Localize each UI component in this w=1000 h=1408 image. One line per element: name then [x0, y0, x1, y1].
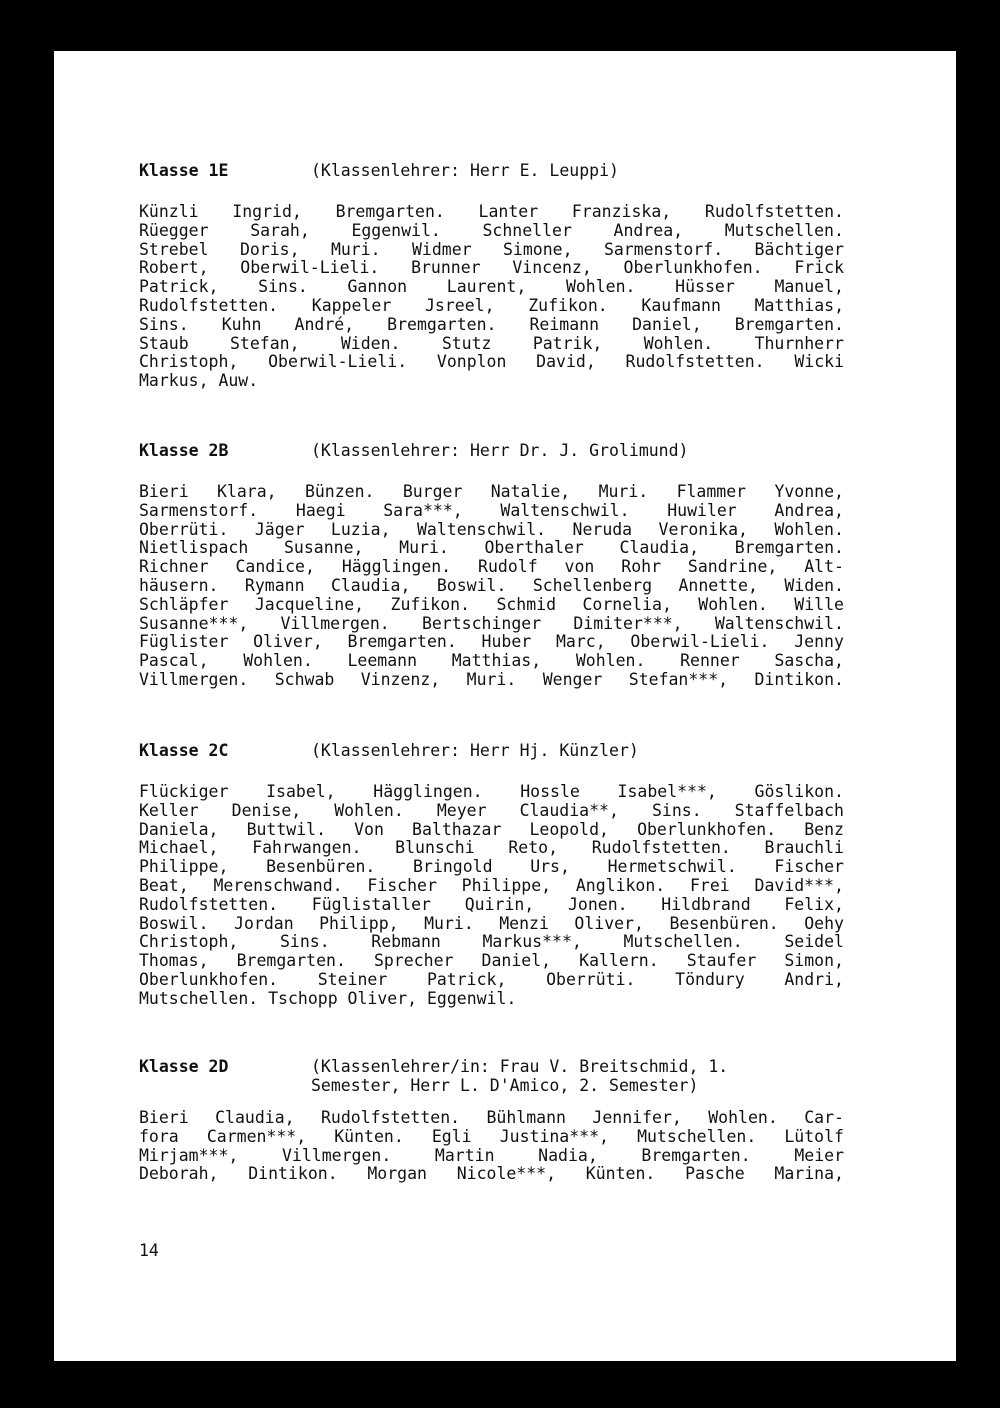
word: Eggenwil.: [351, 220, 441, 240]
word: Pascal,: [139, 651, 209, 671]
word: Doris,: [239, 239, 300, 259]
word: Rohr: [621, 557, 662, 577]
word: Bremgarten.: [641, 1145, 751, 1165]
word: Sara***,: [383, 500, 463, 520]
word: Philippe,: [139, 857, 229, 877]
word: Kaufmann: [641, 295, 721, 315]
word: Dintikon.: [754, 669, 844, 689]
word: Wohlen.: [575, 651, 646, 671]
word: Hüsser: [675, 277, 735, 297]
word: André,: [294, 314, 355, 334]
word: Zufikon.: [528, 295, 608, 315]
word: Jennifer,: [592, 1108, 682, 1127]
word: Egli: [431, 1126, 472, 1146]
student-list-line: [139, 952, 844, 971]
word: Anglikon.: [575, 875, 666, 895]
word: Markus***,: [482, 932, 582, 952]
student-list-line: [139, 502, 844, 521]
student-list-line: [139, 521, 844, 540]
word: Rudolf: [478, 557, 538, 577]
word: Mutschellen.: [724, 220, 844, 240]
word: Franziska,: [571, 202, 672, 221]
word: Rudolfstetten.: [321, 1108, 461, 1127]
word: Fischer: [367, 875, 437, 895]
word: Candice,: [235, 557, 315, 577]
word: Wohlen.: [643, 333, 714, 353]
student-list-line: [139, 259, 844, 278]
student-list: [139, 783, 844, 1009]
word: Füglister: [139, 632, 229, 652]
student-list-line: [139, 1165, 844, 1184]
word: Oberlunkhofen.: [623, 258, 763, 278]
word: Felix,: [784, 894, 844, 914]
word: Zufikon.: [390, 594, 471, 614]
word: Andrea,: [774, 500, 844, 520]
student-list-line: [139, 671, 844, 690]
word: Wohlen.: [565, 277, 636, 297]
word: Natalie,: [490, 482, 571, 501]
word: Oberwil-Lieli.: [268, 352, 408, 372]
word: Oberlunkhofen.: [139, 969, 279, 989]
word: Oberwil-Lieli.: [240, 258, 380, 278]
word: Bünzen.: [304, 482, 375, 501]
word: Mutschellen.: [637, 1126, 757, 1146]
word: Oberlunkhofen.: [637, 819, 777, 839]
word: fora: [139, 1126, 179, 1146]
word: Luzia,: [330, 519, 391, 539]
word: Besenbüren.: [266, 857, 376, 877]
word: Boswil.: [139, 913, 209, 933]
student-list-line: [139, 615, 844, 634]
word: Sins.: [139, 314, 189, 334]
class-heading: [139, 441, 844, 463]
word: Rudolfstetten.: [139, 295, 279, 315]
word: Fischer: [774, 857, 844, 877]
class-section-2c: [139, 741, 844, 1009]
student-list-line: [139, 1128, 844, 1147]
student-list-line: [139, 297, 844, 316]
student-list: [139, 1109, 844, 1184]
word: Staufer: [686, 951, 757, 971]
class-section-1e: [139, 161, 844, 391]
student-list-line: [139, 802, 844, 821]
student-list-line: [139, 971, 844, 990]
word: Kallern.: [579, 951, 659, 971]
word: Sins.: [258, 277, 308, 297]
word: Patrik,: [532, 333, 603, 353]
document-page: [54, 51, 956, 1361]
word: Wenger: [542, 669, 603, 689]
word: Daniel,: [481, 951, 552, 971]
word: Schneller: [482, 220, 572, 240]
class-teacher: (Klassenlehrer/in: Frau V. Breitschmid, 1. Semester, Herr L. D'Amico, 2. Semester): [311, 1057, 729, 1095]
student-list-line: [139, 933, 844, 952]
word: Waltenschwil.: [500, 500, 630, 520]
student-list-line: [139, 241, 844, 260]
word: Bremgarten.: [335, 202, 445, 221]
word: Oliver,: [574, 913, 644, 933]
word: Simone,: [503, 239, 573, 259]
word: Dintikon.: [248, 1164, 338, 1184]
student-list-line: [139, 483, 844, 502]
word: Oliver,: [253, 632, 323, 652]
word: Muri.: [466, 669, 517, 689]
word: Jordan: [234, 913, 294, 933]
word: Susanne***,: [139, 613, 249, 633]
word: Huber: [481, 632, 532, 652]
student-list-line: [139, 278, 844, 297]
student-list-line: [139, 783, 844, 802]
word: Hossle: [520, 782, 580, 801]
student-list-line: [139, 539, 844, 558]
word: Villmergen.: [281, 1145, 392, 1165]
word: Stutz: [441, 333, 492, 353]
word: Wille: [794, 594, 844, 614]
word: Michael,: [139, 838, 219, 858]
word: Marina,: [774, 1164, 844, 1184]
word: Meier: [794, 1145, 844, 1165]
word: Sandrine,: [687, 557, 778, 577]
word: Schellenberg: [532, 575, 653, 595]
word: Flückiger: [139, 782, 229, 801]
class-heading: [139, 741, 844, 763]
word: Stefan,: [230, 333, 300, 353]
class-section-2b: [139, 441, 844, 690]
word: Hermetschwil.: [607, 857, 737, 877]
student-list-line: [139, 1109, 844, 1128]
word: Richner: [139, 557, 209, 577]
class-heading: [139, 1057, 844, 1095]
word: Künzli: [139, 202, 199, 221]
word: Frei: [690, 875, 730, 895]
word: Sarmenstorf.: [139, 500, 259, 520]
word: Widen.: [784, 575, 844, 595]
student-list-line: [139, 990, 844, 1009]
word: Rebmann: [371, 932, 441, 952]
word: Daniel,: [632, 314, 702, 334]
word: Bieri: [139, 1108, 189, 1127]
student-list-line: [139, 353, 844, 372]
word: Vonplon: [436, 352, 507, 372]
word: Balthazar: [412, 819, 502, 839]
word: Laurent,: [446, 277, 527, 297]
word: Denise,: [231, 800, 302, 820]
word: Tschopp: [268, 988, 338, 1008]
word: Rudolfstetten.: [704, 202, 844, 221]
word: Carmen***,: [206, 1126, 307, 1146]
word: Brauchli: [764, 838, 844, 858]
word: Muri.: [330, 239, 381, 259]
word: Oliver,: [347, 988, 418, 1008]
word: Vinzenz,: [360, 669, 441, 689]
word: Klara,: [217, 482, 277, 501]
word: Benz: [804, 819, 844, 839]
word: Urs,: [530, 857, 570, 877]
word: Sarah,: [250, 220, 310, 240]
word: Nadia,: [538, 1145, 598, 1165]
word: Merenschwand.: [213, 875, 343, 895]
word: Yvonne,: [774, 482, 844, 501]
word: Sascha,: [774, 651, 844, 671]
word: Thomas,: [139, 951, 209, 971]
word: Füglistaller: [311, 894, 431, 914]
word: Töndury: [675, 969, 745, 989]
word: Waltenschwil.: [714, 613, 844, 633]
word: Sprecher: [373, 951, 454, 971]
word: Oberrüti.: [546, 969, 636, 989]
word: Künten.: [585, 1164, 656, 1184]
student-list-line: [139, 335, 844, 354]
word: Beat,: [139, 875, 189, 895]
word: Meyer: [436, 800, 487, 820]
student-list-line: [139, 652, 844, 671]
word: Jenny: [794, 632, 844, 652]
class-teacher: (Klassenlehrer: Herr Hj. Künzler): [311, 741, 639, 760]
word: Claudia,: [215, 1108, 295, 1127]
word: Vincenz,: [512, 258, 592, 278]
word: Widmer: [412, 239, 472, 259]
page-number: 14: [139, 1241, 159, 1260]
word: Susanne,: [283, 538, 364, 558]
student-list-line: [139, 896, 844, 915]
student-list-line: [139, 858, 844, 877]
word: Andrea,: [613, 220, 684, 240]
word: Rudolfstetten.: [591, 838, 731, 858]
word: Ingrid,: [232, 202, 302, 221]
word: Auw.: [218, 371, 259, 391]
word: Reto,: [508, 838, 559, 858]
word: Hägglingen.: [373, 782, 483, 801]
word: Alt-: [804, 557, 844, 577]
word: Veronika,: [658, 519, 748, 539]
word: Morgan: [367, 1164, 427, 1184]
word: Annette,: [678, 575, 758, 595]
word: Oberthaler: [484, 538, 584, 558]
word: Robert,: [139, 258, 209, 278]
word: Philipp,: [319, 913, 399, 933]
word: Rüegger: [139, 220, 209, 240]
word: Schläpfer: [139, 594, 229, 614]
word: Markus,: [139, 371, 209, 391]
word: Leopold,: [529, 819, 609, 839]
word: Buttwil.: [246, 819, 327, 839]
word: Rudolfstetten.: [625, 352, 765, 372]
word: Deborah,: [139, 1164, 219, 1184]
word: Bremgarten.: [387, 314, 497, 334]
student-list-line: [139, 821, 844, 840]
word: Muri.: [399, 538, 449, 558]
word: Steiner: [317, 969, 388, 989]
word: David,: [536, 352, 596, 372]
class-label: Klasse 1E: [139, 161, 229, 180]
word: Bremgarten.: [734, 314, 844, 334]
word: Sins.: [651, 800, 702, 820]
word: Leemann: [347, 651, 418, 671]
word: Bremgarten.: [236, 951, 346, 971]
word: Jonen.: [567, 894, 628, 914]
word: Neruda: [572, 519, 633, 539]
class-heading: [139, 161, 844, 183]
word: Boswil.: [436, 575, 507, 595]
word: Hägglingen.: [341, 557, 452, 577]
word: Von: [354, 819, 384, 839]
word: Brunner: [411, 258, 481, 278]
word: Lütolf: [784, 1126, 844, 1146]
class-section-2d: [139, 1057, 844, 1184]
word: Jsreel,: [424, 295, 495, 315]
word: Keller: [139, 800, 199, 820]
word: Jäger: [254, 519, 305, 539]
word: Bertschinger: [421, 613, 542, 633]
word: Claudia,: [330, 575, 411, 595]
word: Nicole***,: [456, 1164, 557, 1184]
student-list-line: [139, 633, 844, 652]
word: Nietlispach: [139, 538, 249, 558]
word: Bächtiger: [754, 239, 844, 259]
word: Manuel,: [774, 277, 844, 297]
word: Muri.: [598, 482, 649, 501]
word: Quirin,: [464, 894, 535, 914]
student-list-line: [139, 915, 844, 934]
word: Waltenschwil.: [416, 519, 547, 539]
word: Wohlen.: [243, 651, 313, 671]
word: Daniela,: [139, 819, 219, 839]
word: Rudolfstetten.: [139, 894, 279, 914]
word: Renner: [680, 651, 740, 671]
word: Villmergen.: [139, 669, 249, 689]
word: Wicki: [794, 352, 844, 372]
student-list-line: [139, 877, 844, 896]
word: Wohlen.: [774, 519, 844, 539]
word: Seidel: [784, 932, 844, 952]
student-list-line: [139, 596, 844, 615]
student-list-line: [139, 222, 844, 241]
word: Pasche: [685, 1164, 745, 1184]
word: Isabel,: [266, 782, 336, 801]
word: Staub: [139, 333, 189, 353]
word: Matthias,: [754, 295, 844, 315]
word: Blunschi: [395, 838, 475, 858]
word: Lanter: [478, 202, 539, 221]
word: Bringold: [413, 857, 493, 877]
student-list: [139, 483, 844, 690]
word: Oehy: [804, 913, 844, 933]
word: Rymann: [244, 575, 305, 595]
word: Frick: [794, 258, 844, 278]
class-label: Klasse 2C: [139, 741, 229, 760]
class-label: Klasse 2D: [139, 1057, 229, 1076]
word: Matthias,: [451, 651, 542, 671]
word: Wohlen.: [708, 1108, 778, 1127]
word: Justina***,: [499, 1126, 609, 1146]
word: Hildbrand: [661, 894, 751, 914]
word: Bieri: [139, 482, 189, 501]
word: von: [564, 557, 595, 577]
word: Muri.: [424, 913, 474, 933]
word: Reimann: [529, 314, 600, 334]
class-label: Klasse 2B: [139, 441, 229, 460]
word: Oberrüti.: [139, 519, 229, 539]
word: Isabel***,: [617, 782, 717, 801]
word: Flammer: [676, 482, 747, 501]
word: Schmid: [496, 594, 557, 614]
word: Bremgarten.: [347, 632, 457, 652]
word: Simon,: [784, 951, 844, 971]
word: Menzi: [499, 913, 549, 933]
word: Claudia,: [619, 538, 700, 558]
word: Wohlen.: [334, 800, 404, 820]
word: Mirjam***,: [139, 1145, 239, 1165]
class-teacher: (Klassenlehrer: Herr Dr. J. Grolimund): [311, 441, 689, 460]
student-list-line: [139, 558, 844, 577]
student-list-line: [139, 203, 844, 222]
word: Bremgarten.: [734, 538, 844, 558]
word: Kuhn: [221, 314, 262, 334]
word: Künten.: [334, 1126, 404, 1146]
student-list-line: [139, 372, 844, 391]
word: Kappeler: [311, 295, 392, 315]
word: Philippe,: [461, 875, 552, 895]
student-list-line: [139, 839, 844, 858]
word: Gannon: [347, 277, 408, 297]
word: Schwab: [274, 669, 335, 689]
word: Eggenwil.: [426, 988, 517, 1008]
word: Wohlen.: [698, 594, 768, 614]
word: Strebel: [139, 239, 209, 259]
word: Fahrwangen.: [252, 838, 362, 858]
student-list: [139, 203, 844, 391]
word: Dimiter***,: [573, 613, 683, 633]
word: Car-: [804, 1108, 844, 1127]
word: David***,: [754, 875, 844, 895]
word: Göslikon.: [754, 782, 844, 801]
word: Villmergen.: [280, 613, 390, 633]
word: Patrick,: [426, 969, 507, 989]
word: Christoph,: [139, 932, 239, 952]
word: Staffelbach: [734, 800, 844, 820]
word: Thurnherr: [754, 333, 844, 353]
word: Andri,: [784, 969, 844, 989]
student-list-line: [139, 316, 844, 335]
word: Huwiler: [667, 500, 737, 520]
word: Christoph,: [139, 352, 239, 372]
word: Haegi: [295, 500, 346, 520]
class-teacher: (Klassenlehrer: Herr E. Leuppi): [311, 161, 619, 180]
word: Martin: [434, 1145, 495, 1165]
word: Mutschellen.: [623, 932, 743, 952]
word: Mutschellen.: [139, 988, 259, 1008]
word: Jacqueline,: [254, 594, 365, 614]
word: Patrick,: [139, 277, 219, 297]
student-list-line: [139, 1147, 844, 1166]
word: Marc,: [555, 632, 606, 652]
word: Sins.: [279, 932, 330, 952]
word: Oberwil-Lieli.: [630, 632, 770, 652]
word: Bühlmann: [486, 1108, 566, 1127]
word: häusern.: [139, 575, 219, 595]
word: Besenbüren.: [669, 913, 779, 933]
word: Cornelia,: [582, 594, 672, 614]
word: Widen.: [340, 333, 401, 353]
word: Sarmenstorf.: [603, 239, 724, 259]
word: Claudia**,: [519, 800, 619, 820]
word: Burger: [402, 482, 463, 501]
student-list-line: [139, 577, 844, 596]
word: Stefan***,: [628, 669, 729, 689]
